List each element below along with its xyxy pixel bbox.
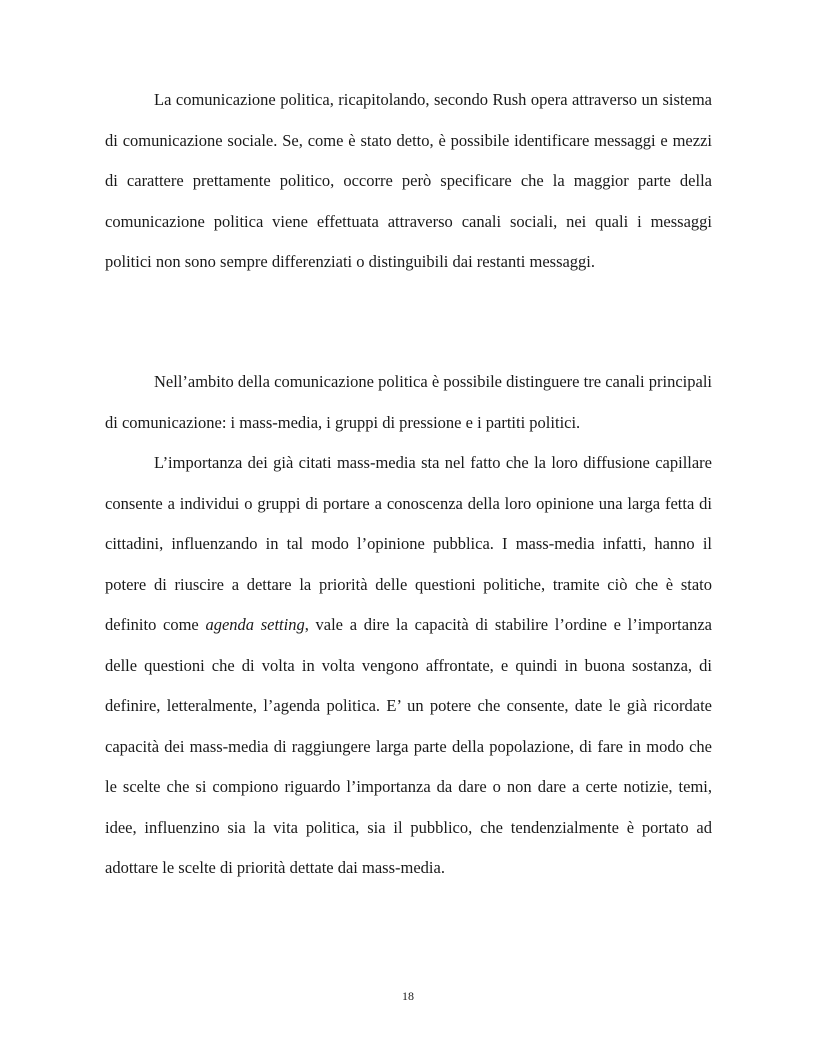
mass-media-text-after: , vale a dire la capacità di stabilire l’ordine e l’importanza delle questioni che di volta in volta vengono affrontate, e quindi in buona sostanza, di definire, letteralmente, l’agenda politica. E’ un potere che consente, date le già ricordate capacità dei mass-media di raggiungere larga parte della popolazione, di fare in modo che le scelte che si compiono riguardo l’importanza da dare o non dare a certe notizie, temi, idee, influenzino sia la vita politica, sia il pubblico, che tendenzialmente è portato ad adottare le scelte di priorità dettate dai mass-media. (105, 615, 712, 877)
paragraph-rush-communication: La comunicazione politica, ricapitolando, secondo Rush opera attraverso un sistema di comunicazione sociale. Se, come è stato detto, è possibile identificare messaggi e mezzi di carattere prettamente politico, occorre però specificare che la maggior parte della comunicazione politica viene effettuata attraverso canali sociali, nei quali i messaggi politici non sono sempre differenziati o distinguibili dai restanti messaggi. (105, 90, 712, 271)
paragraph-communication-channels: Nell’ambito della comunicazione politica è possibile distinguere tre canali principali di comunicazione: i mass-media, i gruppi di pressione e i partiti politici. (105, 372, 712, 432)
mass-media-text-before: L’importanza dei già citati mass-media sta nel fatto che la loro diffusione capillare consente a individui o gruppi di portare a conoscenza della loro opinione una larga fetta di cittadini, influenzando in tal modo l’opinione pubblica. I mass-media infatti, hanno il potere di riuscire a dettare la priorità delle questioni politiche, tramite ciò che è stato definito come (105, 453, 712, 634)
text-block-first (105, 80, 712, 283)
page-number: 18 (402, 989, 414, 1003)
agenda-setting-term: agenda setting (205, 615, 305, 634)
text-block-second (105, 362, 712, 889)
paragraph-mass-media (105, 443, 712, 889)
